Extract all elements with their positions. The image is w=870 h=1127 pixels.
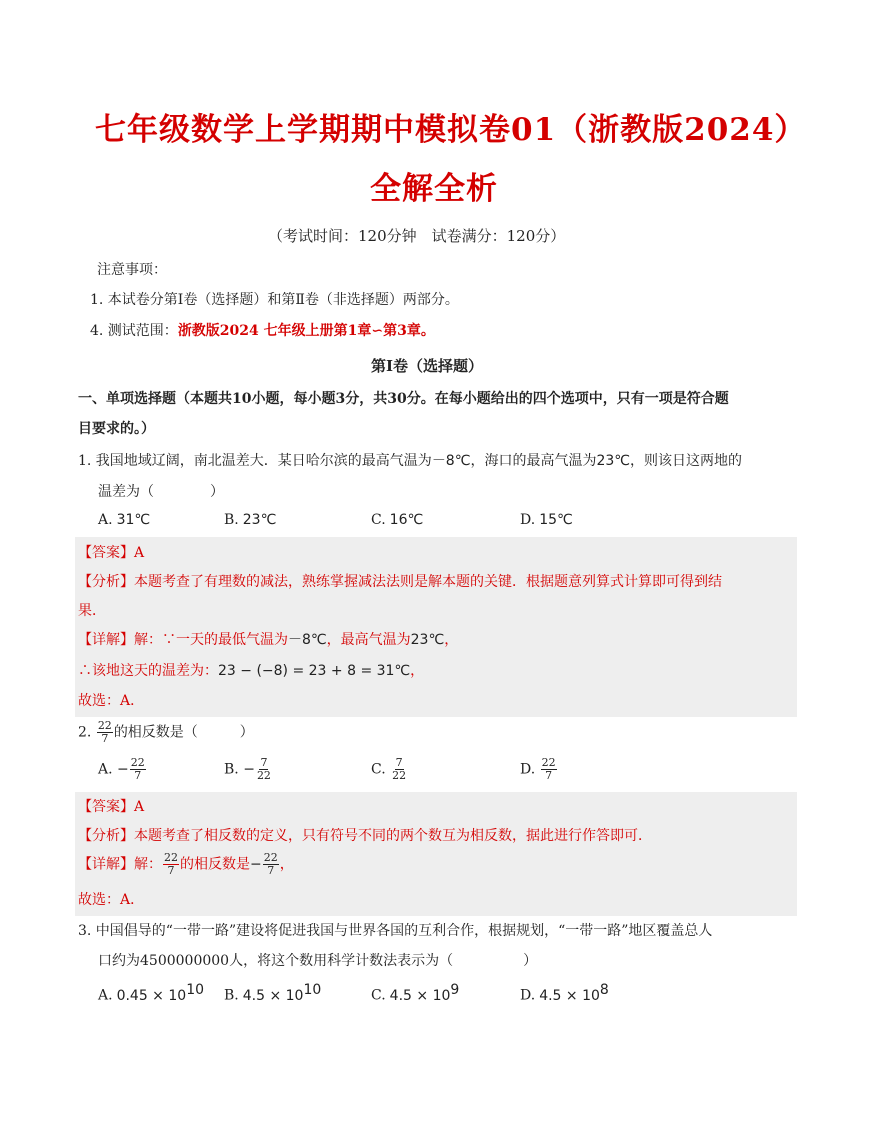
option-label: B.: [224, 512, 239, 528]
q1-option-d[interactable]: [520, 512, 573, 528]
q3-option-d[interactable]: [520, 982, 609, 1004]
fraction-denominator: 7: [545, 769, 553, 782]
note-4-prefix: 4. 测试范围：: [90, 323, 178, 339]
option-mantissa: 4.5 × 10: [389, 987, 451, 1004]
fraction-numerator: 22: [130, 756, 145, 769]
q1-stem-line2: 温差为（ ）: [98, 484, 224, 500]
q1-option-a[interactable]: [98, 512, 150, 528]
instructions-line1: 一、单项选择题（本题共10小题，每小题3分，共30分。在每小题给出的四个选项中，只有一项是符合题: [78, 391, 729, 407]
option-mantissa: 0.45 × 10: [116, 987, 187, 1004]
q2-detail-text-b: 的相反数是: [180, 856, 250, 873]
q1-detail-math-1: －8℃: [288, 632, 327, 648]
q2-detail: [78, 852, 294, 877]
fraction-denominator: 7: [101, 732, 109, 745]
fraction-numerator: 7: [260, 756, 268, 769]
q3-option-a[interactable]: [98, 982, 204, 1004]
fraction-numerator: 22: [97, 719, 112, 732]
option-label: C.: [371, 987, 386, 1004]
q1-detail2-text: ∴该地这天的温差为：: [78, 663, 218, 679]
q1-text-c: ，则该日这两地的: [630, 453, 742, 469]
q1-math-2: 23℃: [596, 453, 630, 469]
q1-detail-text-a: 【详解】解：∵一天的最低气温为: [78, 632, 288, 648]
option-exponent: 10: [303, 982, 322, 998]
fraction-numerator: 22: [263, 851, 278, 864]
q1-answer: 【答案】A: [78, 545, 145, 561]
q2-stem-text: 的相反数是（ ）: [113, 724, 254, 741]
option-mantissa: 4.5 × 10: [539, 987, 600, 1004]
instructions-line2: 目要求的。）: [78, 421, 155, 437]
q2-detail-sign: −: [250, 856, 262, 873]
option-label: B.: [224, 761, 239, 778]
option-mantissa: 4.5 × 10: [242, 987, 304, 1004]
option-label: C.: [371, 761, 386, 778]
q1-analysis-line1: 【分析】本题考查了有理数的减法，熟练掌握减法法则是解本题的关键．根据题意列算式计算即可得到结: [78, 574, 722, 590]
q3-stem-line1: 3. 中国倡导的“一带一路”建设将促进我国与世界各国的互利合作，根据规划，“一带一路”地区覆盖总人: [78, 923, 713, 939]
option-fraction: [130, 757, 146, 782]
fraction-numerator: 7: [395, 756, 403, 769]
q3-option-c[interactable]: [371, 982, 459, 1004]
q1-detail2-math: 23 − (−8) = 23 + 8 = 31℃: [218, 663, 411, 679]
exam-info: （考试时间：120分钟 试卷满分：120分）: [268, 227, 566, 245]
q1-option-b[interactable]: [224, 512, 276, 528]
fraction-denominator: 22: [392, 769, 407, 782]
fraction-denominator: 7: [167, 864, 175, 877]
option-label: A.: [98, 987, 113, 1004]
q2-analysis: 【分析】本题考查了相反数的定义，只有符号不同的两个数互为相反数，据此进行作答即可．: [78, 828, 652, 844]
option-label: B.: [224, 987, 239, 1004]
note-4-range: 浙教版2024 七年级上册第1章∽第3章。: [177, 323, 435, 339]
option-label: A.: [98, 761, 113, 778]
q1-analysis-line2: 果．: [78, 603, 106, 619]
option-value: 31℃: [116, 512, 151, 528]
q2-choose: 故选：A．: [78, 892, 145, 908]
q2-option-a[interactable]: [98, 757, 147, 782]
q1-detail-text-b: ，最高气温为: [326, 632, 411, 648]
q1-option-c[interactable]: [371, 512, 423, 528]
fraction-denominator: 22: [256, 769, 271, 782]
q2-stem: [78, 720, 254, 745]
fraction-numerator: 22: [541, 756, 556, 769]
q1-detail2-end: ，: [410, 663, 425, 679]
notes-label: 注意事项：: [97, 262, 167, 278]
option-label: D.: [520, 512, 536, 528]
q3-option-b[interactable]: [224, 982, 321, 1004]
option-value: 15℃: [539, 512, 573, 528]
fraction-numerator: 22: [164, 851, 178, 864]
fraction-denominator: 7: [267, 864, 275, 877]
option-exponent: 9: [450, 982, 460, 998]
q1-detail-math-2: 23℃: [410, 632, 445, 648]
option-sign: −: [117, 761, 129, 778]
q2-detail-text-a: 【详解】解：: [78, 856, 162, 873]
q2-detail-fraction: [163, 852, 179, 877]
q1-detail-text-c: ，: [444, 632, 459, 648]
note-1: 1. 本试卷分第Ⅰ卷（选择题）和第Ⅱ卷（非选择题）两部分。: [90, 292, 459, 308]
q1-detail-line1: [78, 629, 458, 649]
option-label: A.: [98, 512, 113, 528]
title-line1: 七年级数学上学期期中模拟卷01（浙教版2024）: [95, 112, 807, 148]
q1-solution-box: [75, 537, 797, 717]
q1-stem-line1: [78, 450, 742, 470]
q1-choose: 故选：A．: [78, 693, 145, 709]
section-title: 第Ⅰ卷（选择题）: [371, 357, 484, 375]
option-exponent: 10: [186, 982, 205, 998]
option-fraction: [391, 757, 407, 782]
q3-stem-line2: 口约为4500000000人，将这个数用科学计数法表示为（ ）: [98, 953, 538, 969]
option-value: 23℃: [242, 512, 277, 528]
note-4: [90, 320, 435, 340]
q2-option-d[interactable]: [520, 757, 558, 782]
fraction-denominator: 7: [134, 769, 142, 782]
q1-text-a: 1. 我国地域辽阔，南北温差大．某日哈尔滨的最高气温为: [78, 453, 432, 469]
q2-option-b[interactable]: [224, 757, 273, 782]
option-fraction: [541, 757, 557, 782]
option-exponent: 8: [599, 982, 609, 998]
q1-text-b: ，海口的最高气温为: [470, 453, 597, 469]
q1-math-1: －8℃: [431, 453, 471, 469]
option-label: D.: [520, 761, 536, 778]
option-label: D.: [520, 987, 536, 1004]
q1-detail-line2: [78, 660, 424, 680]
q2-stem-fraction: [97, 720, 113, 745]
title-line2: 全解全析: [370, 171, 498, 207]
option-value: 16℃: [389, 512, 424, 528]
q2-number: 2.: [78, 724, 92, 741]
q2-option-c[interactable]: [371, 757, 408, 782]
option-label: C.: [371, 512, 386, 528]
q2-detail-text-c: ，: [279, 856, 294, 873]
option-fraction: [256, 757, 272, 782]
option-sign: −: [243, 761, 255, 778]
q2-answer: 【答案】A: [78, 799, 145, 815]
q2-detail-fraction-2: [263, 852, 279, 877]
